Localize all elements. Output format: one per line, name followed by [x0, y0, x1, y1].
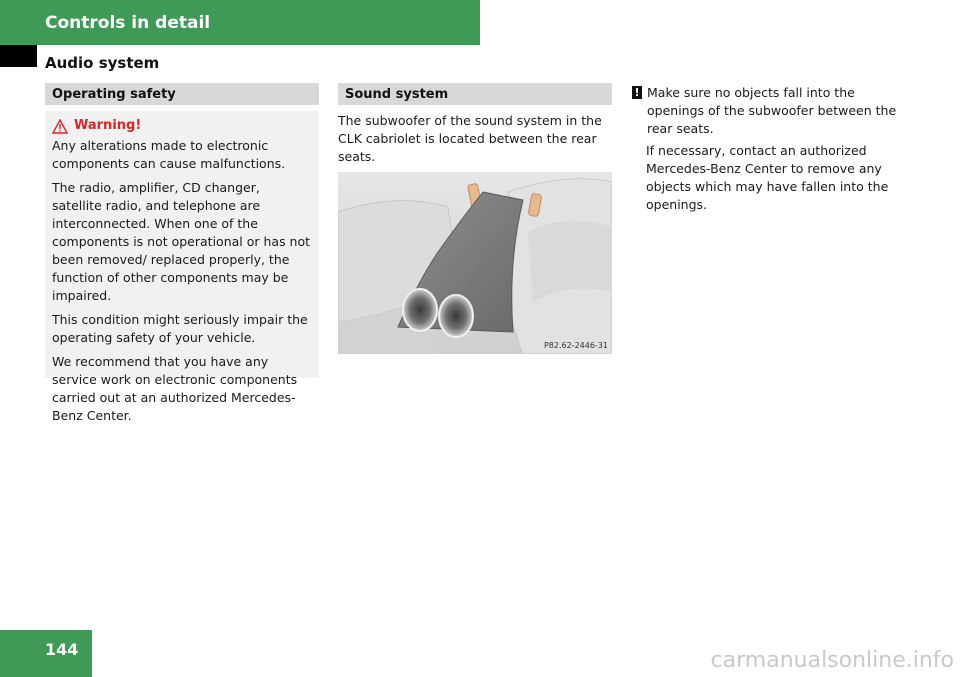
subwoofer-figure — [338, 172, 612, 354]
page-number-text: 144 — [45, 640, 79, 659]
warning-paragraph: Any alterations made to electronic components can cause malfunctions. — [52, 138, 286, 171]
section-title: Audio system — [45, 54, 160, 72]
note-first-paragraph — [632, 84, 902, 138]
chapter-title: Controls in detail — [45, 13, 211, 33]
note-paragraph: If necessary, contact an authorized Mercedes-Benz Center to remove any objects which may have fallen into the openings. — [646, 143, 889, 212]
warning-title — [52, 117, 313, 135]
caution-note — [632, 84, 902, 218]
warning-paragraph: This condition might seriously impair the operating safety of your vehicle. — [52, 312, 308, 345]
operating-safety-heading-text: Operating safety — [52, 87, 176, 102]
page-number — [0, 630, 92, 677]
figure-code: P82.62-2446-31 — [543, 341, 608, 350]
exclamation-icon: ! — [632, 86, 642, 99]
watermark: carmanualsonline.info — [710, 648, 954, 673]
sound-system-heading — [338, 83, 612, 105]
warning-box — [45, 111, 319, 423]
sound-system-text: The subwoofer of the sound system in the CLK cabriolet is located between the rear seats. — [338, 113, 602, 164]
sound-system-heading-text: Sound system — [345, 87, 449, 102]
operating-safety-heading — [45, 83, 319, 105]
warning-paragraph: The radio, amplifier, CD changer, satellite radio, and telephone are interconnected. When one of the components is not operational or has not been removed/ replaced properly, the function of other components may be impaired. — [52, 180, 311, 303]
subwoofer-illustration — [338, 172, 612, 354]
section-marker — [0, 45, 37, 67]
warning-triangle-icon — [52, 119, 68, 134]
warning-paragraph: We recommend that you have any service work on electronic components carried out at an authorized Mercedes-Benz Center. — [52, 354, 298, 423]
warning-label: Warning! — [74, 118, 142, 133]
note-paragraph: Make sure no objects fall into the openings of the subwoofer between the rear seats. — [647, 85, 897, 136]
chapter-header — [0, 0, 480, 45]
